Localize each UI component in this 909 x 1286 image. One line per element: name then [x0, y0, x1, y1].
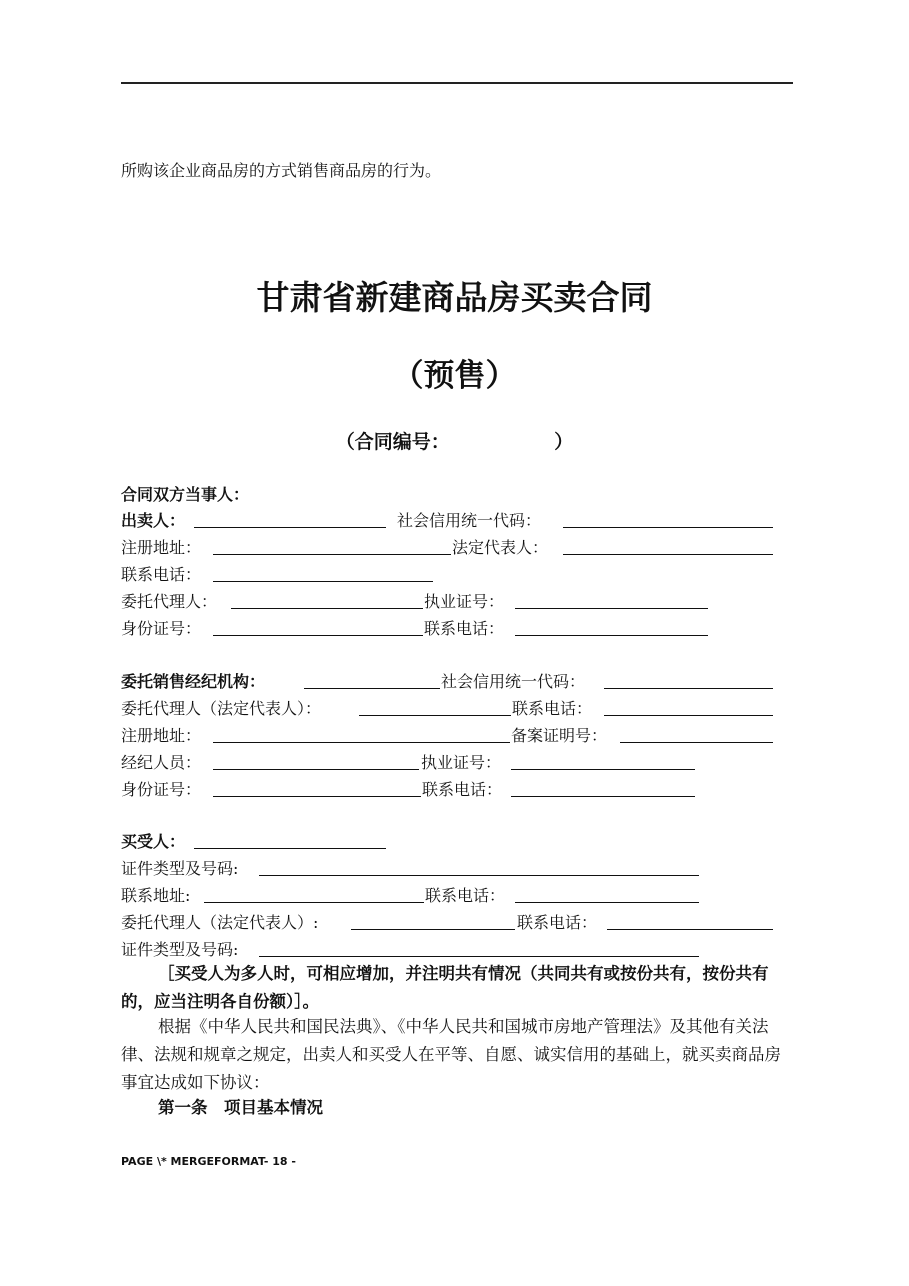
- agency-agent-label: 委托代理人（法定代表人）：: [121, 699, 322, 718]
- agency-broker-phone-field[interactable]: [511, 796, 695, 797]
- buyer-note: ［买受人为多人时，可相应增加，并注明共有情况（共同共有或按份共有，按份共有的，应当注明各自份额）］。: [121, 964, 769, 1011]
- parties-heading: 合同双方当事人：: [121, 485, 250, 504]
- agency-license-label: 执业证号：: [421, 753, 502, 772]
- buyer-phone-field[interactable]: [515, 902, 699, 903]
- buyer-agent-cert-field[interactable]: [259, 956, 699, 957]
- page-footer: PAGE \* MERGEFORMAT- 18 -: [121, 1155, 296, 1168]
- seller-legal-rep-field[interactable]: [563, 554, 773, 555]
- buyer-phone-label: 联系电话：: [425, 886, 506, 905]
- page-title: 甘肃省新建商品房买卖合同: [256, 278, 653, 317]
- agency-label: 委托销售经纪机构：: [121, 672, 266, 691]
- buyer-label: 买受人：: [121, 832, 186, 851]
- agency-broker-field[interactable]: [213, 769, 419, 770]
- agency-broker-phone-label: 联系电话：: [422, 780, 503, 799]
- buyer-name-field[interactable]: [194, 848, 386, 849]
- agency-address-label: 注册地址：: [121, 726, 202, 745]
- buyer-agent-phone-label: 联系电话：: [517, 913, 598, 932]
- agency-phone-field[interactable]: [604, 715, 773, 716]
- buyer-address-label: 联系地址:: [121, 886, 191, 905]
- agency-agent-field[interactable]: [359, 715, 511, 716]
- seller-id-label: 身份证号：: [121, 619, 202, 638]
- buyer-agent-cert-label: 证件类型及号码:: [121, 940, 239, 959]
- seller-phone-label: 联系电话：: [121, 565, 202, 584]
- seller-agent-phone-label: 联系电话：: [424, 619, 505, 638]
- basis-paragraph: 根据《中华人民共和国民法典》、《中华人民共和国城市房地产管理法》及其他有关法律、法规和规章之规定，出卖人和买受人在平等、自愿、诚实信用的基础上，就买卖商品房事宜达成如下协议：: [121, 1017, 781, 1092]
- seller-label: 出卖人：: [121, 511, 186, 530]
- seller-legal-rep-label: 法定代表人：: [452, 538, 549, 557]
- seller-agent-field[interactable]: [231, 608, 423, 609]
- seller-id-field[interactable]: [213, 635, 423, 636]
- buyer-address-field[interactable]: [204, 902, 424, 903]
- agency-phone-label: 联系电话：: [512, 699, 593, 718]
- header-rule: [121, 82, 793, 84]
- agency-id-label: 身份证号：: [121, 780, 202, 799]
- buyer-cert-label: 证件类型及号码:: [121, 859, 239, 878]
- agency-license-field[interactable]: [511, 769, 695, 770]
- seller-name-field[interactable]: [194, 527, 386, 528]
- seller-license-field[interactable]: [515, 608, 708, 609]
- agency-record-field[interactable]: [620, 742, 773, 743]
- buyer-agent-phone-field[interactable]: [607, 929, 773, 930]
- seller-agent-label: 委托代理人：: [121, 592, 218, 611]
- seller-phone-field[interactable]: [213, 581, 433, 582]
- seller-credit-code-label: 社会信用统一代码：: [397, 511, 542, 530]
- agency-credit-code-field[interactable]: [604, 688, 773, 689]
- agency-record-label: 备案证明号：: [511, 726, 608, 745]
- intro-text: 所购该企业商品房的方式销售商品房的行为。: [121, 161, 442, 180]
- buyer-cert-field[interactable]: [259, 875, 699, 876]
- seller-address-field[interactable]: [213, 554, 451, 555]
- agency-id-field[interactable]: [213, 796, 421, 797]
- page-subtitle: （预售）: [392, 358, 517, 394]
- seller-address-label: 注册地址：: [121, 538, 202, 557]
- seller-credit-code-field[interactable]: [563, 527, 773, 528]
- agency-address-field[interactable]: [213, 742, 510, 743]
- article-one-heading: 第一条 项目基本情况: [158, 1098, 323, 1117]
- seller-license-label: 执业证号：: [424, 592, 505, 611]
- seller-agent-phone-field[interactable]: [515, 635, 708, 636]
- contract-number: （合同编号： ）: [335, 431, 574, 453]
- agency-credit-code-label: 社会信用统一代码：: [441, 672, 586, 691]
- buyer-agent-field[interactable]: [351, 929, 515, 930]
- buyer-agent-label: 委托代理人（法定代表人）:: [121, 913, 319, 932]
- agency-broker-label: 经纪人员：: [121, 753, 202, 772]
- agency-name-field[interactable]: [304, 688, 440, 689]
